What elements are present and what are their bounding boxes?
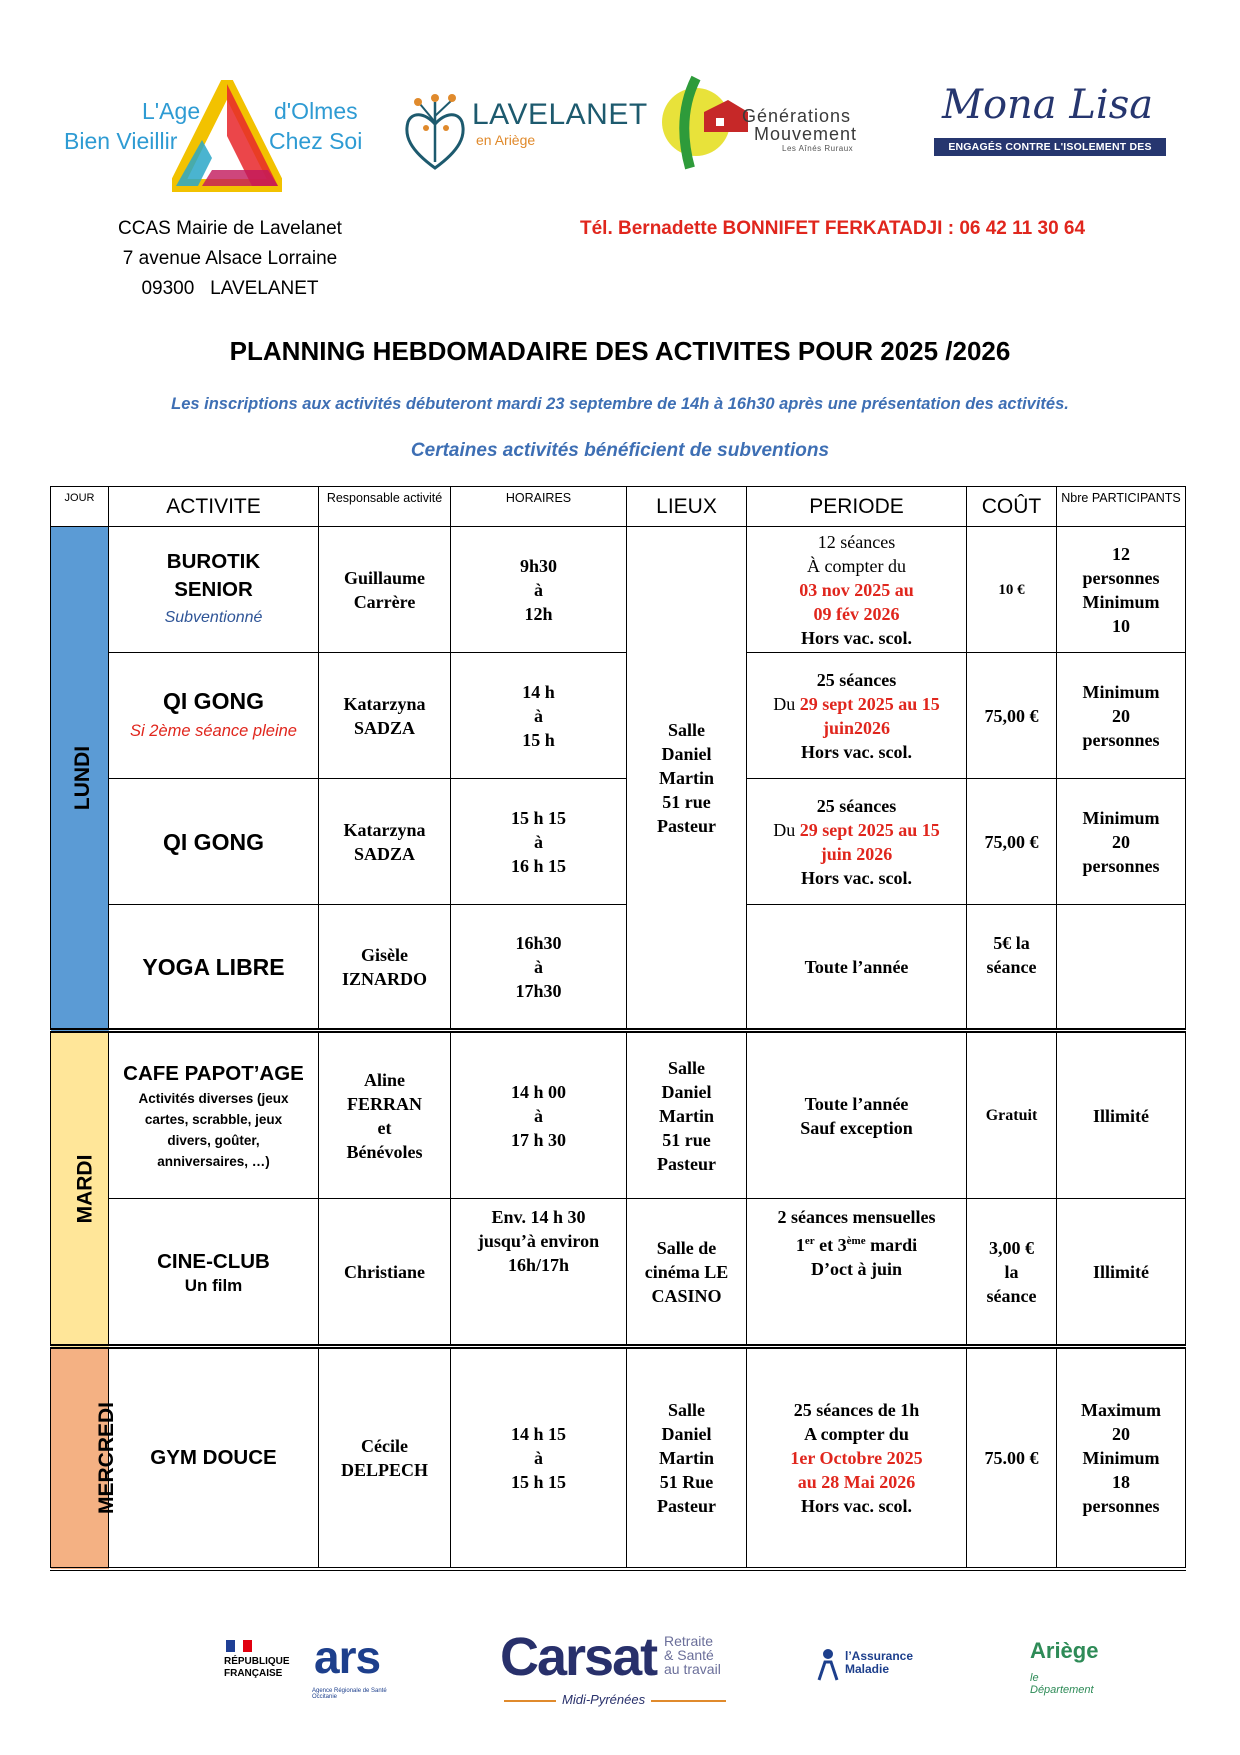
horaire-text: 17 h 30 (510, 1129, 566, 1150)
activity-cell (109, 1031, 319, 1199)
participants-text: 12 (1112, 543, 1130, 564)
logo-assurance-maladie (815, 1648, 945, 1688)
cout-cell: Gratuit (967, 1031, 1057, 1199)
horaires-cell (451, 1347, 627, 1569)
page-title: PLANNING HEBDOMADAIRE DES ACTIVITES POUR 2025 /2026 (229, 336, 1011, 366)
lieu-cell (627, 1031, 747, 1199)
lieu-text: Salle (667, 1057, 705, 1078)
logo-lavelanet-sub: en Ariège (476, 132, 536, 148)
logo-generations-text: Générations (742, 106, 852, 126)
cout-cell (967, 905, 1057, 1031)
header-jour: JOUR (51, 487, 109, 527)
lieu-text: Salle (667, 719, 705, 740)
responsable-name: Guillaume (343, 567, 425, 588)
logo-ariege (1020, 1636, 1100, 1700)
cout-text: séance (986, 957, 1037, 977)
table-row (51, 1031, 1186, 1199)
horaire-text: 12h (524, 603, 553, 624)
logo-text: & Santé (664, 1647, 714, 1663)
table-row (51, 653, 1186, 779)
participants-cell (1057, 1347, 1186, 1569)
participants-text: 20 (1112, 705, 1130, 726)
logo-text: FRANÇAISE (224, 1668, 283, 1679)
header-responsable: Responsable activité (319, 487, 451, 527)
lieu-cell (627, 1347, 747, 1569)
lieu-cell (627, 1199, 747, 1347)
responsable-cell (319, 1031, 451, 1199)
periode-cell (747, 779, 967, 905)
activity-name: QI GONG (163, 828, 264, 855)
participants-cell: Illimité (1057, 1199, 1186, 1347)
participants-text: 18 (1112, 1471, 1130, 1492)
horaires-cell (451, 653, 627, 779)
logo-age-text: Bien Vieillir (64, 128, 178, 154)
periode-date: juin2026 (822, 717, 891, 738)
logo-carsat-region: Midi-Pyrénées (556, 1692, 651, 1707)
logo-generations-mouvement (650, 72, 890, 172)
participants-cell: Illimité (1057, 1031, 1186, 1199)
cout-cell (967, 1199, 1057, 1347)
periode-date: 29 sept 2025 au 15 (799, 693, 940, 714)
logo-generations-text: Mouvement (754, 124, 858, 144)
logo-lavelanet (400, 82, 648, 172)
lieu-text: Daniel (661, 1081, 712, 1102)
horaires-cell (451, 1031, 627, 1199)
cout-cell: 75,00 € (967, 779, 1057, 905)
responsable-name: SADZA (353, 717, 415, 738)
subsidy-note: Certaines activités bénéficient de subventions (410, 440, 830, 461)
responsable-name: Bénévoles (346, 1141, 423, 1162)
activity-cell (109, 905, 319, 1031)
responsable-name: SADZA (353, 843, 415, 864)
logo-text: l’Assurance (845, 1649, 914, 1663)
activity-description: Un film (184, 1275, 243, 1295)
ccas-address (80, 214, 380, 304)
day-cell-mardi (51, 1031, 109, 1347)
periode-cell (747, 1347, 967, 1569)
participants-cell (1057, 653, 1186, 779)
table-row (51, 905, 1186, 1031)
periode-date: 1er Octobre 2025 (790, 1447, 923, 1468)
lieu-text: 51 rue (662, 791, 711, 812)
header-participants: Nbre PARTICIPANTS (1057, 487, 1186, 527)
logo-text: au travail (664, 1661, 721, 1677)
logo-republique-francaise (222, 1640, 302, 1700)
horaire-text: à (534, 956, 543, 977)
day-label: MERCREDI (95, 1401, 119, 1514)
lieu-text: Pasteur (657, 815, 716, 836)
table-row (51, 1199, 1186, 1347)
responsable-name: Cécile (361, 1435, 408, 1456)
logo-ariege-text: Ariège (1030, 1638, 1099, 1663)
periode-text: D’oct à juin (811, 1259, 902, 1279)
activity-name: SENIOR (174, 577, 253, 601)
participants-cell (1057, 779, 1186, 905)
activity-cell (109, 653, 319, 779)
cout-text: la (1004, 1261, 1019, 1282)
horaire-text: jusqu’à environ (477, 1231, 600, 1251)
logo-mona-lisa (930, 82, 1170, 171)
activity-name: QI GONG (163, 687, 264, 714)
activity-name: GYM DOUCE (150, 1445, 277, 1469)
lieu-text: cinéma LE (644, 1261, 729, 1282)
responsable-name: IZNARDO (341, 968, 427, 989)
header-horaires: HORAIRES (451, 487, 627, 527)
activity-subsidy: Subventionné (164, 608, 263, 626)
horaire-text: à (534, 579, 543, 600)
lieu-text: Pasteur (657, 1495, 716, 1516)
activity-cell (109, 779, 319, 905)
table-row (51, 779, 1186, 905)
participants-text: personnes (1082, 567, 1160, 588)
periode-date: 03 nov 2025 au (799, 579, 914, 600)
logo-ars-text: ars (314, 1631, 381, 1683)
logo-carsat (500, 1626, 740, 1716)
cout-cell: 10 € (967, 527, 1057, 653)
periode-text: et 3 (814, 1235, 847, 1255)
cout-text: 3,00 € (989, 1237, 1034, 1258)
header-activite: ACTIVITE (109, 487, 319, 527)
periode-text: 25 séances de 1h (793, 1399, 920, 1420)
lieu-text: Daniel (661, 1423, 712, 1444)
logo-ars-sub: Agence Régionale de Santé Occitanie (312, 1688, 387, 1700)
horaire-text: 14 h 15 (510, 1423, 566, 1444)
periode-text: mardi (865, 1235, 918, 1255)
table-row (51, 527, 1186, 653)
horaire-text: à (534, 705, 543, 726)
periode-cell (747, 1031, 967, 1199)
participants-text: Minimum (1082, 591, 1160, 612)
activity-cell (109, 527, 319, 653)
horaires-cell (451, 1199, 627, 1347)
logo-mona-lisa-script: Mona Lisa (942, 82, 1154, 128)
activity-name: CAFE PAPOT’AGE (123, 1061, 304, 1085)
address-line: CCAS Mairie de Lavelanet (118, 218, 342, 239)
logo-ars (312, 1631, 412, 1706)
activity-description: cartes, scrabble, jeux (144, 1111, 283, 1127)
header-cout: COÛT (967, 487, 1057, 527)
periode-cell (747, 653, 967, 779)
logo-text: Retraite (664, 1633, 714, 1649)
activity-cell (109, 1199, 319, 1347)
cout-cell: 75,00 € (967, 653, 1057, 779)
address-line: 09300 LAVELANET (141, 278, 319, 299)
participants-text: 20 (1112, 1423, 1130, 1444)
participants-text: 20 (1112, 831, 1130, 852)
horaire-text: Env. 14 h 30 (491, 1207, 586, 1227)
cout-text: 5€ la (993, 933, 1030, 953)
sun-house-icon (650, 72, 750, 172)
horaire-text: 14 h 00 (510, 1081, 566, 1102)
lieu-text: CASINO (651, 1285, 722, 1306)
logo-generations-text: Les Aînés Ruraux (782, 144, 854, 153)
responsable-name: Carrère (353, 591, 416, 612)
periode-text: Hors vac. scol. (801, 741, 912, 762)
periode-cell: Toute l’année (747, 905, 967, 1031)
periode-text: Du (773, 819, 800, 840)
logo-age-text: L'Age (142, 98, 201, 124)
periode-text: Hors vac. scol. (801, 1495, 912, 1516)
activity-condition: Si 2ème séance pleine (130, 721, 297, 740)
assurance-maladie-icon (815, 1648, 841, 1682)
day-label: LUNDI (71, 745, 95, 810)
participants-text: personnes (1082, 1495, 1160, 1516)
contact-phone: Tél. Bernadette BONNIFET FERKATADJI : 06 42 11 30 64 (580, 218, 1086, 239)
horaire-text: à (534, 1447, 543, 1468)
horaires-cell (451, 527, 627, 653)
periode-cell (747, 1199, 967, 1347)
horaire-text: 16h/17h (507, 1255, 570, 1275)
participants-text: personnes (1082, 729, 1160, 750)
periode-text: ème (846, 1235, 866, 1247)
participants-text: 10 (1112, 615, 1130, 636)
periode-text: Du (773, 693, 800, 714)
logo-age-d-olmes (64, 80, 374, 195)
french-flag-icon (226, 1640, 252, 1652)
responsable-cell (319, 653, 451, 779)
horaire-text: à (534, 1105, 543, 1126)
responsable-name: Aline (363, 1069, 405, 1090)
horaire-text: 16 h 15 (510, 855, 566, 876)
responsable-name: Gisèle (361, 944, 408, 965)
periode-text: Sauf exception (800, 1117, 913, 1138)
participants-text: Minimum (1082, 681, 1160, 702)
activity-name: YOGA LIBRE (142, 953, 285, 980)
activity-cell (109, 1347, 319, 1569)
participants-text: personnes (1082, 855, 1160, 876)
cout-text: séance (986, 1285, 1037, 1306)
responsable-cell (319, 527, 451, 653)
registration-note: Les inscriptions aux activités débuteront mardi 23 septembre de 14h à 16h30 après une présentation des activités. (171, 395, 1069, 413)
responsable-name: Katarzyna (343, 819, 426, 840)
triangle-logo-icon (172, 80, 282, 192)
logo-age-text: Chez Soi (269, 128, 363, 154)
periode-text: er (804, 1235, 815, 1247)
responsable-cell (319, 905, 451, 1031)
lieu-text: Salle de (656, 1237, 717, 1258)
periode-date: 29 sept 2025 au 15 (799, 819, 940, 840)
responsable-cell (319, 1347, 451, 1569)
periode-date: juin 2026 (820, 843, 893, 864)
participants-text: Maximum (1081, 1399, 1161, 1420)
logo-ariege-sub: le Département (1030, 1672, 1094, 1696)
logo-carsat-text: Carsat (500, 1627, 657, 1687)
lieu-text: Martin (659, 767, 714, 788)
lieu-text: Salle (667, 1399, 705, 1420)
horaires-cell (451, 905, 627, 1031)
horaire-text: à (534, 831, 543, 852)
horaire-text: 14 h (522, 681, 555, 702)
responsable-name: Katarzyna (343, 693, 426, 714)
horaires-cell (451, 779, 627, 905)
table-row (51, 1347, 1186, 1569)
periode-text: 25 séances (816, 669, 897, 690)
activities-table (50, 486, 1186, 1571)
lieu-text: Martin (659, 1105, 714, 1126)
periode-text: Hors vac. scol. (801, 627, 912, 648)
address-line: 7 avenue Alsace Lorraine (122, 248, 338, 269)
horaire-text: 15 h 15 (510, 807, 566, 828)
periode-date: au 28 Mai 2026 (797, 1471, 916, 1492)
periode-text: 25 séances (816, 795, 897, 816)
logo-lavelanet-name: LAVELANET (472, 98, 648, 131)
periode-text: 2 séances mensuelles (777, 1207, 936, 1227)
participants-text: Minimum (1082, 1447, 1160, 1468)
periode-cell (747, 527, 967, 653)
day-label: MARDI (73, 1154, 97, 1223)
logo-age-text: d'Olmes (274, 98, 358, 124)
horaire-text: 15 h 15 (510, 1471, 566, 1492)
activity-description: Activités diverses (jeux (138, 1090, 289, 1106)
lieu-text: 51 rue (662, 1129, 711, 1150)
activity-name: CINE-CLUB (157, 1249, 270, 1273)
day-cell-mercredi (51, 1347, 119, 1569)
horaire-text: 9h30 (519, 555, 557, 576)
tree-heart-icon (400, 82, 470, 172)
activity-description: anniversaires, …) (157, 1153, 270, 1169)
responsable-cell (319, 779, 451, 905)
logo-text: RÉPUBLIQUE (224, 1656, 290, 1667)
horaire-text: 15 h (522, 729, 555, 750)
responsable-name: DELPECH (340, 1459, 428, 1480)
lieu-text: Martin (659, 1447, 714, 1468)
horaire-text: 16h30 (515, 932, 562, 953)
logo-mona-lisa-band: ENGAGÉS CONTRE L'ISOLEMENT DES ÂGÉS (934, 138, 1166, 156)
horaire-text: 17h30 (515, 980, 562, 1001)
periode-text: Toute l’année (804, 1093, 909, 1114)
participants-cell (1057, 527, 1186, 653)
header-periode: PERIODE (747, 487, 967, 527)
participants-cell (1057, 905, 1186, 1031)
lieu-cell (627, 527, 747, 1031)
periode-date: 09 fév 2026 (813, 603, 900, 624)
responsable-cell: Christiane (319, 1199, 451, 1347)
periode-text: 1 (795, 1235, 805, 1255)
activity-description: divers, goûter, (167, 1132, 260, 1148)
day-cell-lundi (51, 527, 109, 1031)
header-lieux: LIEUX (627, 487, 747, 527)
participants-text: Minimum (1082, 807, 1160, 828)
periode-text: A compter du (804, 1423, 909, 1444)
periode-text: À compter du (807, 555, 906, 576)
lieu-text: Pasteur (657, 1153, 716, 1174)
logo-text: Maladie (845, 1662, 890, 1676)
lieu-text: 51 Rue (659, 1471, 714, 1492)
periode-text: Hors vac. scol. (801, 867, 912, 888)
activity-name: BUROTIK (166, 549, 261, 573)
cout-cell: 75.00 € (967, 1347, 1057, 1569)
table-header-row (51, 487, 1186, 527)
responsable-name: et (377, 1117, 392, 1138)
lieu-text: Daniel (661, 743, 712, 764)
periode-text: 12 séances (817, 531, 896, 552)
responsable-name: FERRAN (347, 1093, 422, 1114)
